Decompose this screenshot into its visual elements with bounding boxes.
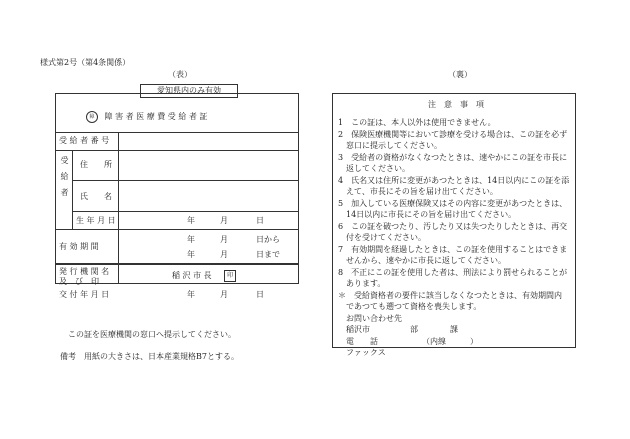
front-side-label: （表） <box>168 70 192 79</box>
divider <box>55 150 299 151</box>
note-line: せんから、速やかに市長に返してください。 <box>338 256 506 265</box>
note-line: 8 不正にこの証を使用した者は、刑法により罰せられることが <box>338 267 568 277</box>
disability-mark: 障 <box>86 111 98 123</box>
note-line: お問い合わせ先 <box>338 313 402 323</box>
seal-icon: 印 <box>224 270 236 282</box>
validity-from-month: 月 <box>220 235 228 244</box>
divider <box>55 132 299 133</box>
form-number: 様式第2号（第4条関係） <box>40 58 131 67</box>
note-line: であつても遡つて資格を喪失します。 <box>338 302 482 311</box>
notes-list <box>338 117 569 359</box>
note-line: あります。 <box>338 279 386 288</box>
validity-to-year: 年 <box>187 250 195 259</box>
note-line: えて、市長にその旨を届け出てください。 <box>338 187 498 196</box>
address-label: 住 所 <box>80 160 112 169</box>
recipient-vertical-label: 受給者 <box>60 156 69 204</box>
front-notice: この証を医療機関の窓口へ提示してください。 <box>68 330 236 339</box>
birth-year: 年 <box>187 216 195 225</box>
note-line: 14日以内に市長にその旨を届け出てください。 <box>338 210 517 219</box>
name-label: 氏 名 <box>80 192 112 201</box>
divider <box>118 132 119 283</box>
note-line: 窓口に提示してください。 <box>338 141 442 150</box>
note-line: 5 加入している医療保険又はその内容に変更があつたときは、 <box>338 198 568 208</box>
birth-month: 月 <box>220 216 228 225</box>
note-line: 2 保険医療機関等において診療を受ける場合は、この証を必ず <box>338 129 568 139</box>
note-line: 3 受給者の資格がなくなつたときは、速やかにこの証を市長に <box>338 152 568 162</box>
issue-date-label: 交 付 年 月 日 <box>59 290 110 299</box>
card-title-row <box>86 111 207 123</box>
back-heading: 注 意 事 項 <box>428 100 484 109</box>
validity-period-label: 有 効 期 間 <box>59 242 99 251</box>
divider <box>55 229 299 230</box>
validity-to-month: 月 <box>220 250 228 259</box>
note-line: 稲沢市 部 課 <box>338 325 458 334</box>
issuer-label-2: 及 び 印 <box>59 277 99 286</box>
divider <box>298 264 299 283</box>
note-line: 電 話 （内線 ） <box>338 336 478 346</box>
issuer-name-row <box>172 270 236 282</box>
validity-stamp-text: 愛知県内のみ有効 <box>157 86 221 95</box>
note-line: 付を受けてください。 <box>338 233 426 242</box>
validity-from-year: 年 <box>187 235 195 244</box>
divider <box>72 211 299 212</box>
divider <box>55 264 56 283</box>
back-side-label: （裏） <box>448 70 472 79</box>
divider <box>72 150 73 229</box>
note-line: 6 この証を破つたり、汚したり又は失つたりしたときは、再交 <box>338 221 568 231</box>
card-title: 障 害 者 医 療 費 受 給 者 証 <box>104 112 208 121</box>
birthdate-label: 生 年 月 日 <box>76 216 116 225</box>
note-line: ファックス <box>338 348 386 357</box>
validity-from-day: 日から <box>256 235 280 244</box>
birth-day: 日 <box>256 216 264 225</box>
validity-to-day: 日まで <box>256 250 280 259</box>
issue-day: 日 <box>256 290 264 299</box>
issue-year: 年 <box>187 290 195 299</box>
recipient-number-label: 受 給 者 番 号 <box>59 136 110 145</box>
note-line: ＊ 受給資格者の要件に該当しなくなつたときは、有効期間内 <box>338 290 562 300</box>
issue-month: 月 <box>220 290 228 299</box>
note-line: 返してください。 <box>338 164 410 173</box>
divider <box>72 180 299 181</box>
divider <box>55 264 299 265</box>
note-line: 4 氏名又は住所に変更があつたときは、14日以内にこの証を添 <box>338 175 570 185</box>
note-line: 7 有効期間を経過したときは、この証を使用することはできま <box>338 244 568 254</box>
issuer-name: 稲 沢 市 長 <box>172 271 212 280</box>
front-remark: 備考 用紙の大きさは、日本産業規格B7とする。 <box>60 352 239 361</box>
issuer-label: 発 行 機 関 名 <box>59 267 110 276</box>
note-line: 1 この証は、本人以外は使用できません。 <box>338 118 496 127</box>
